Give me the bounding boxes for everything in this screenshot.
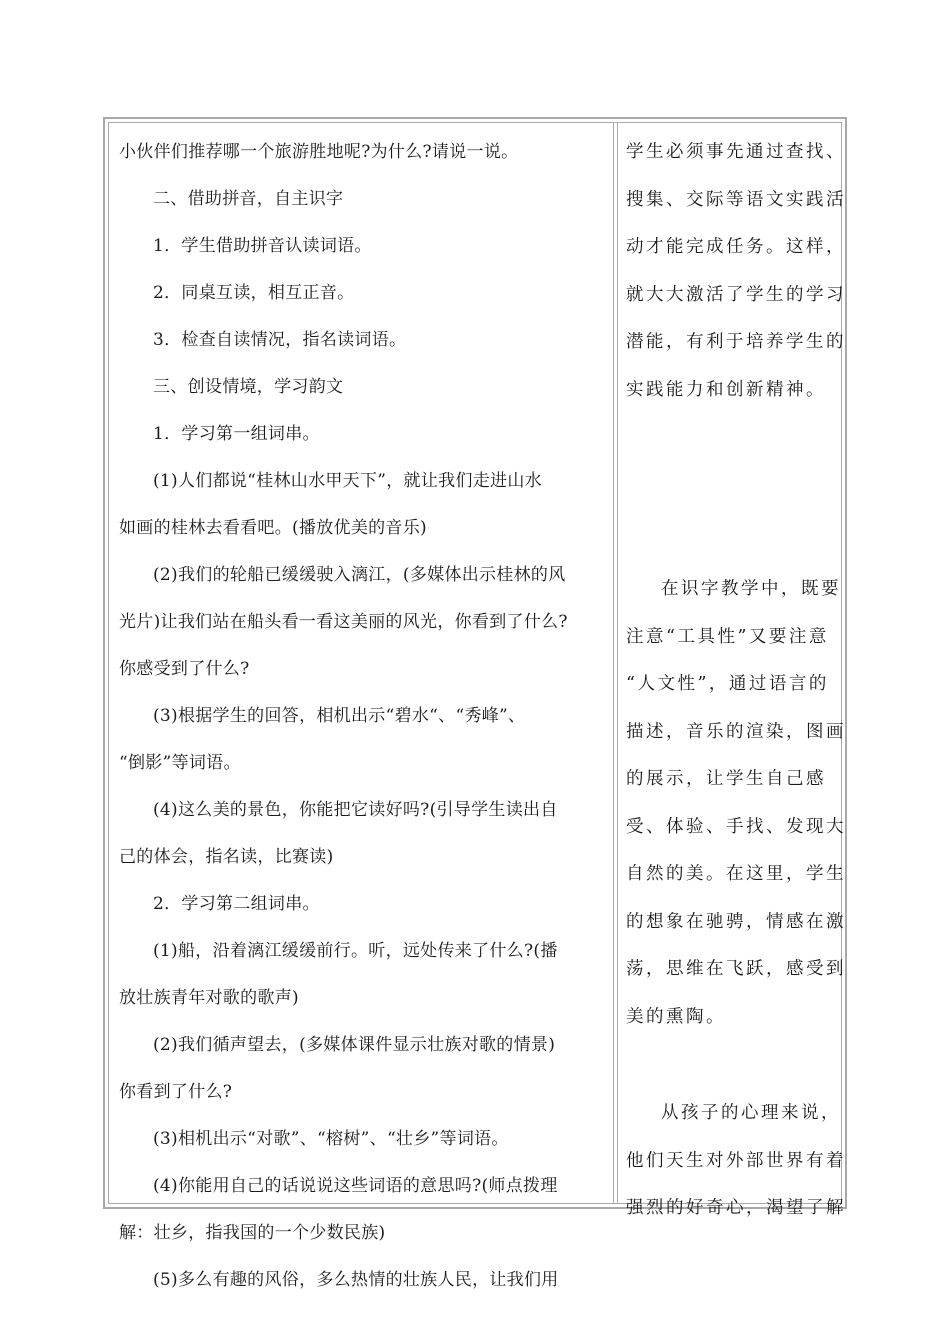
content-line: 如画的桂林去看看吧。(播放优美的音乐) bbox=[119, 518, 427, 538]
commentary-line: 自然的美。在这里，学生 bbox=[626, 864, 846, 884]
commentary-line: 美的熏陶。 bbox=[626, 1006, 726, 1027]
content-line: 你看到了什么? bbox=[119, 1082, 233, 1102]
content-line: 1．学习第一组词串。 bbox=[153, 424, 320, 444]
content-line: 2．学习第二组词串。 bbox=[153, 894, 320, 914]
column-divider bbox=[613, 122, 618, 1204]
content-line: “倒影”等词语。 bbox=[119, 753, 241, 773]
commentary-line: 在识字教学中，既要 bbox=[661, 579, 841, 599]
commentary-line: 从孩子的心理来说， bbox=[661, 1103, 841, 1123]
content-line: 解：壮乡，指我国的一个少数民族) bbox=[119, 1223, 386, 1243]
commentary-line: 搜集、交际等语文实践活 bbox=[626, 189, 846, 210]
section-heading: 三、创设情境，学习韵文 bbox=[153, 377, 344, 397]
commentary-line: 描述，音乐的渲染，图画 bbox=[626, 721, 846, 742]
content-line: 光片)让我们站在船头看一看这美丽的风光，你看到了什么? bbox=[119, 612, 568, 632]
content-line: (1)人们都说“桂林山水甲天下”，就让我们走进山水 bbox=[153, 471, 542, 491]
commentary-line: 受、体验、手找、发现大 bbox=[626, 816, 846, 837]
content-line: (2)我们的轮船已缓缓驶入漓江，(多媒体出示桂林的风 bbox=[153, 565, 566, 585]
content-line: (4)你能用自己的话说说这些词语的意思吗?(师点拨理 bbox=[153, 1176, 558, 1196]
commentary-line: 的展示，让学生自己感 bbox=[626, 769, 826, 789]
content-line: 2．同桌互读，相互正音。 bbox=[153, 283, 355, 303]
content-line: 放壮族青年对歌的歌声) bbox=[119, 988, 299, 1008]
lesson-content-column bbox=[119, 129, 611, 1304]
lesson-plan-table bbox=[103, 117, 847, 1290]
commentary-block bbox=[626, 1090, 844, 1233]
commentary-line: 他们天生对外部世界有着 bbox=[626, 1150, 846, 1171]
content-line: 3．检查自读情况，指名读词语。 bbox=[153, 330, 407, 350]
content-line: (3)根据学生的回答，相机出示“碧水“、“秀峰”、 bbox=[153, 706, 526, 726]
commentary-line: 注意“工具性”又要注意 bbox=[626, 626, 829, 647]
commentary-column bbox=[626, 129, 844, 1233]
commentary-line: 学生必须事先通过查找、 bbox=[626, 142, 846, 162]
content-line: 小伙伴们推荐哪一个旅游胜地呢?为什么?请说一说。 bbox=[119, 142, 519, 162]
content-line: 1．学生借助拼音认读词语。 bbox=[153, 236, 372, 256]
commentary-line: 的想象在驰骋，情感在激 bbox=[626, 911, 846, 932]
content-line: 己的体会，指名读，比赛读) bbox=[119, 847, 334, 867]
commentary-line: 潜能，有利于培养学生的 bbox=[626, 332, 846, 352]
content-line: (2)我们循声望去，(多媒体课件显示壮族对歌的情景) bbox=[153, 1035, 556, 1055]
content-line: (5)多么有趣的风俗，多么热情的壮族人民，让我们用 bbox=[153, 1270, 559, 1290]
commentary-line: 实践能力和创新精神。 bbox=[626, 379, 826, 400]
commentary-line: 荡，思维在飞跃，感受到 bbox=[626, 959, 846, 979]
section-heading: 二、借助拼音，自主识字 bbox=[153, 189, 344, 209]
content-line: 你感受到了什么? bbox=[119, 659, 250, 679]
content-line: (3)相机出示“对歌”、“榕树”、“壮乡”等词语。 bbox=[153, 1129, 509, 1149]
content-line: (4)这么美的景色，你能把它读好吗?(引导学生读出自 bbox=[153, 800, 558, 820]
content-line: (1)船，沿着漓江缓缓前行。听，远处传来了什么?(播 bbox=[153, 941, 558, 961]
commentary-line: 动才能完成任务。这样， bbox=[626, 237, 846, 257]
commentary-block bbox=[626, 566, 844, 1041]
commentary-line: 强烈的好奇心，渴望了解 bbox=[626, 1198, 846, 1218]
commentary-line: “人文性”，通过语言的 bbox=[626, 674, 829, 694]
commentary-block bbox=[626, 129, 844, 414]
commentary-line: 就大大激活了学生的学习 bbox=[626, 284, 846, 305]
